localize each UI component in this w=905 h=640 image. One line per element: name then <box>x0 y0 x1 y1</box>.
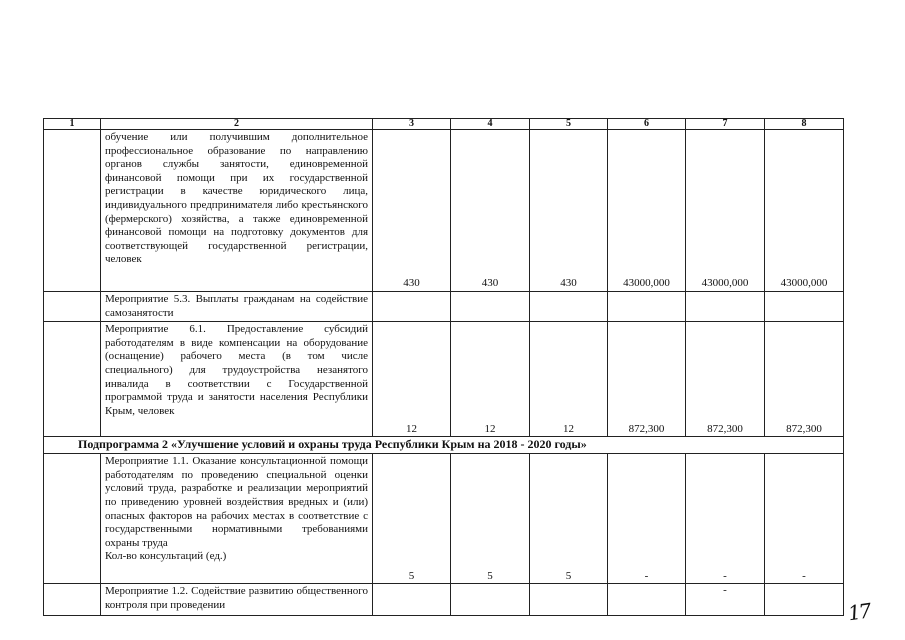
value-cell <box>686 292 765 322</box>
column-number: 1 <box>44 119 101 130</box>
table-row <box>44 292 844 322</box>
column-number: 4 <box>451 119 530 130</box>
row-number-cell <box>44 322 101 437</box>
value-cell: 43000,000 <box>608 130 686 292</box>
table-row <box>44 322 844 437</box>
value-cell <box>765 292 844 322</box>
value-cell <box>451 584 530 616</box>
value-cell: 430 <box>451 130 530 292</box>
column-number: 7 <box>686 119 765 130</box>
measure-description: Мероприятие 1.2. Содействие развитию общественного контроля при проведении <box>101 584 373 616</box>
value-cell: 872,300 <box>686 322 765 437</box>
value-cell <box>530 584 608 616</box>
column-number: 2 <box>101 119 373 130</box>
value-cell: 43000,000 <box>686 130 765 292</box>
measure-description: Мероприятие 6.1. Предоставление субсидий работодателям в виде компенсации на оборудование (оснащение) рабочего места (в том числе специального) для трудоустройства незанятого инвалида в соответствии с Государственной программой труда и занятости населения Республики Крым, человек <box>101 322 373 437</box>
column-number-row <box>44 119 844 130</box>
column-number: 3 <box>373 119 451 130</box>
measure-description: Мероприятие 5.3. Выплаты гражданам на содействие самозанятости <box>101 292 373 322</box>
measure-description: Мероприятие 1.1. Оказание консультационной помощи работодателям по проведению специальной оценки условий труда, разработке и реализации мероприятий по приведению уровней воздействия вредных и (или) опасных факторов на рабочих местах в соответствие с государственными нормативными требованиями охраны труда Кол-во консультаций (ед.) <box>101 454 373 584</box>
column-number: 6 <box>608 119 686 130</box>
value-cell: 430 <box>530 130 608 292</box>
value-cell <box>608 292 686 322</box>
measure-description: обучение или получившим дополнительное профессиональное образование по направлению органов службы занятости, единовременной финансовой помощи при их государственной регистрации в качестве юридического лица, индивидуального предпринимателя либо крестьянского (фермерского) хозяйства, а также единовременной финансовой помощи на подготовку документов для соответствующей государственной регистрации, человек <box>101 130 373 292</box>
value-cell: - <box>686 584 765 616</box>
value-cell: 12 <box>451 322 530 437</box>
page-number: 17 <box>846 598 872 626</box>
table-row <box>44 454 844 584</box>
value-cell <box>373 584 451 616</box>
value-cell <box>530 292 608 322</box>
value-cell: 5 <box>530 454 608 584</box>
value-cell: 5 <box>451 454 530 584</box>
row-number-cell <box>44 454 101 584</box>
row-number-cell <box>44 584 101 616</box>
table-row <box>44 130 844 292</box>
value-cell: - <box>765 454 844 584</box>
value-cell <box>451 292 530 322</box>
value-cell: 430 <box>373 130 451 292</box>
program-table <box>43 118 844 616</box>
column-number: 5 <box>530 119 608 130</box>
value-cell: - <box>686 454 765 584</box>
subprogram-row <box>44 437 844 454</box>
value-cell: 43000,000 <box>765 130 844 292</box>
value-cell: 872,300 <box>608 322 686 437</box>
value-cell: 5 <box>373 454 451 584</box>
subprogram-title: Подпрограмма 2 «Улучшение условий и охраны труда Республики Крым на 2018 - 2020 годы» <box>44 437 844 454</box>
value-cell: 12 <box>530 322 608 437</box>
row-number-cell <box>44 130 101 292</box>
value-cell: 872,300 <box>765 322 844 437</box>
value-cell <box>373 292 451 322</box>
column-number: 8 <box>765 119 844 130</box>
value-cell: - <box>608 454 686 584</box>
value-cell <box>765 584 844 616</box>
value-cell: 12 <box>373 322 451 437</box>
row-number-cell <box>44 292 101 322</box>
value-cell <box>608 584 686 616</box>
table-row <box>44 584 844 616</box>
